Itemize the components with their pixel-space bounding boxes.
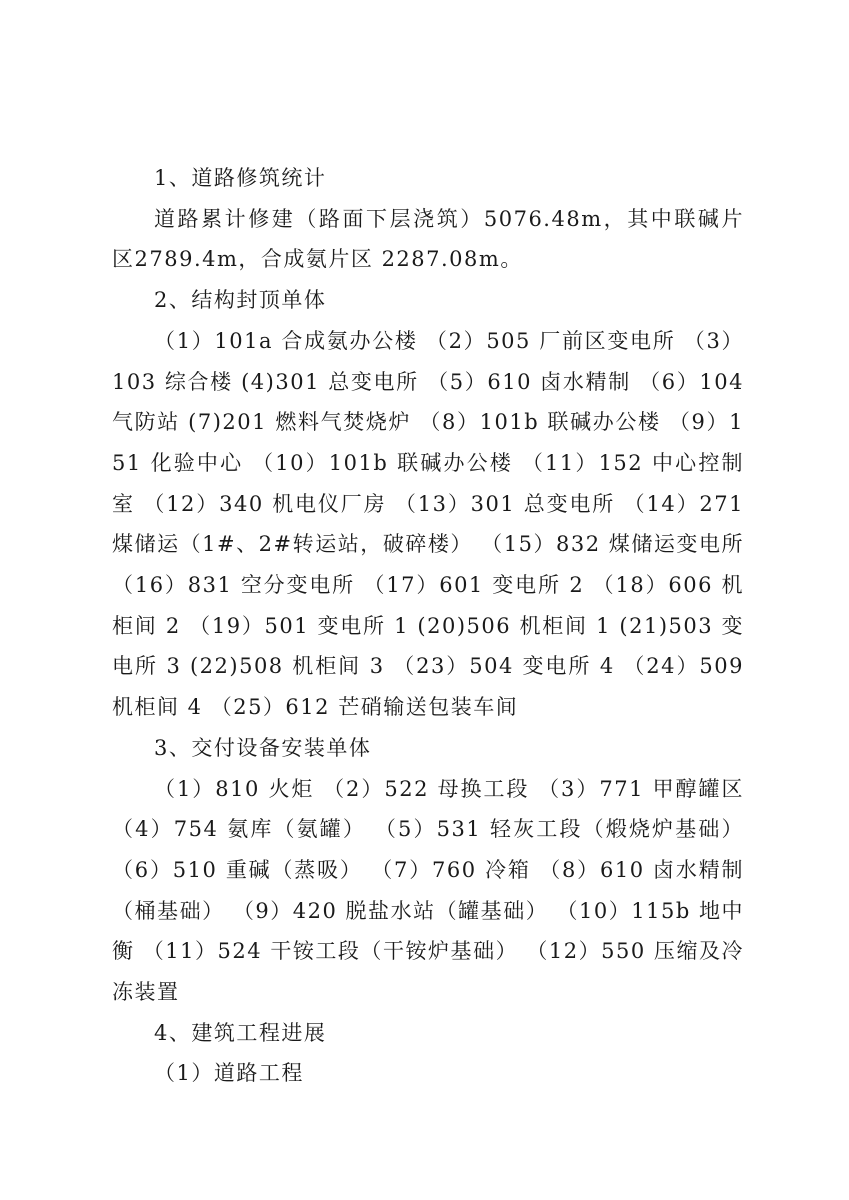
section-4-heading: 4、建筑工程进展: [154, 1020, 327, 1045]
document-body: [112, 158, 744, 1094]
section-2-body: （1）101a 合成氨办公楼 （2）505 厂前区变电所 （3）103 综合楼 (4)301 总变电所 （5）610 卤水精制 （6）104 气防站 (7)201 燃料气焚烧炉 （8）101b 联碱办公楼 （9）151 化验中心 （10）101b 联碱办公楼 （11）152 中心控制室 （12）340 机电仪厂房 （13）301 总变电所 （14）271 煤储运（1#、2#转运站，破碎楼） （15）832 煤储运变电所 （16）831 空分变电所 （17）601 变电所 2 （18）606 机柜间 2 （19）501 变电所 1 (20)506 机柜间 1 (21)503 变电所 3 (22)508 机柜间 3 （23）504 变电所 4 （24）509 机柜间 4 （25）612 芒硝输送包装车间: [112, 328, 744, 720]
section-1-heading: 1、道路修筑统计: [154, 166, 327, 190]
section-1-body: 道路累计修建（路面下层浇筑）5076.48m，其中联碱片区2789.4m，合成氨片区 2287.08m。: [112, 206, 744, 272]
section-2-heading: 2、结构封顶单体: [154, 288, 327, 313]
section-3-heading: 3、交付设备安装单体: [154, 735, 372, 760]
section-3-body: （1）810 火炬 （2）522 母换工段 （3）771 甲醇罐区 （4）754 氨库（氨罐） （5）531 轻灰工段（煅烧炉基础） （6）510 重碱（蒸吸） （7）760 冷箱 （8）610 卤水精制（桶基础） （9）420 脱盐水站（罐基础） （10）115b 地中衡 （11）524 干铵工段（干铵炉基础） （12）550 压缩及冷冻装置: [112, 776, 744, 1005]
section-4-subheading: （1）道路工程: [154, 1061, 304, 1086]
